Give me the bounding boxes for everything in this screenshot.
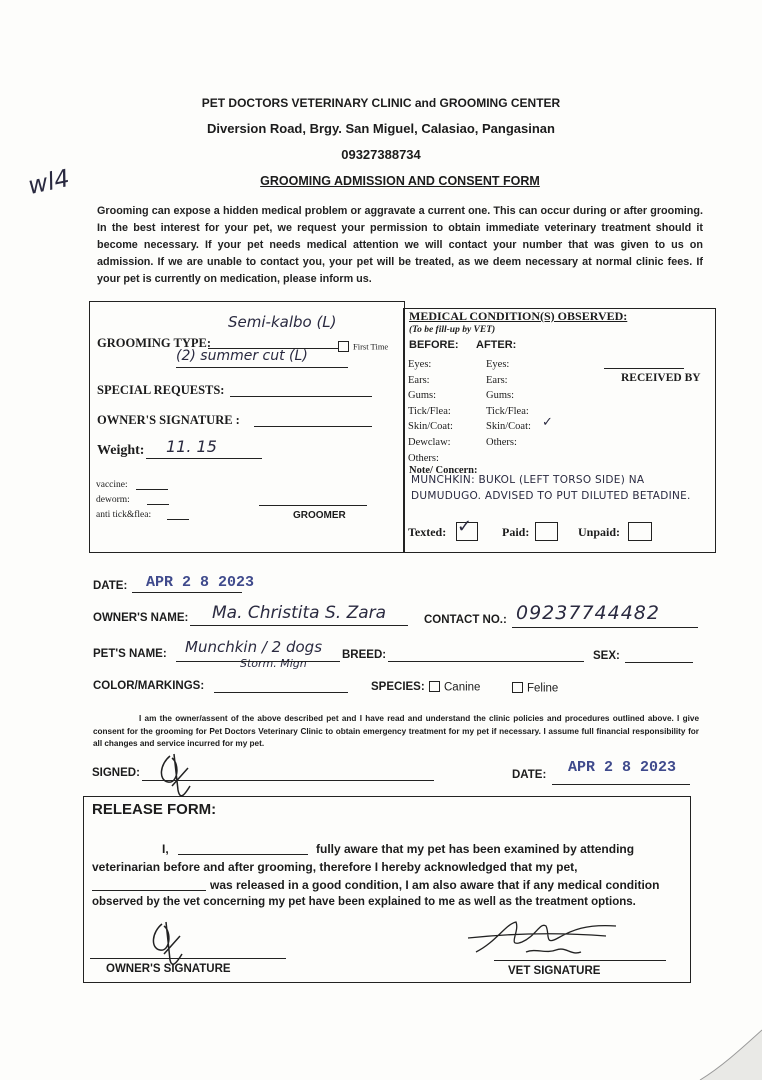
- signed-date-stamp: APR 2 8 2023: [568, 759, 677, 776]
- before-item-tickflea: Tick/Flea:: [408, 405, 451, 417]
- before-item-ears: Ears:: [408, 374, 430, 386]
- feline-checkbox[interactable]: [512, 682, 523, 693]
- release-i-label: I,: [162, 842, 169, 856]
- page-corner-curl: [680, 1020, 762, 1080]
- medical-subtitle: (To be fill-up by VET): [409, 325, 496, 335]
- owner-name-value: Ma. Christita S. Zara: [212, 603, 387, 623]
- date-stamp: APR 2 8 2023: [146, 574, 255, 591]
- note-line-2: DUMUDUGO. ADVISED TO PUT DILUTED BETADINE.: [411, 490, 691, 502]
- paid-checkbox[interactable]: [535, 522, 558, 541]
- signed-date-line: [552, 784, 690, 785]
- margin-note: wl4: [25, 163, 73, 201]
- received-by-line: [604, 368, 684, 369]
- breed-label: BREED:: [342, 649, 387, 661]
- after-item-gums: Gums:: [486, 390, 515, 402]
- sex-line[interactable]: [625, 662, 693, 663]
- canine-label: Canine: [444, 681, 481, 694]
- release-box-bottom: [83, 982, 691, 983]
- antitick-label: anti tick&flea:: [96, 510, 152, 520]
- color-label: COLOR/MARKINGS:: [93, 680, 205, 692]
- clinic-address: Diversion Road, Brgy. San Miguel, Calasiao, Pangasinan: [207, 121, 555, 136]
- vet-sig-line[interactable]: [494, 960, 666, 961]
- pet-name-line[interactable]: [176, 661, 340, 662]
- intro-paragraph: Grooming can expose a hidden medical problem or aggravate a current one. This can occur during or after grooming. In the best interest for your pet, we request your permission to obtain immediate veterinary treatment should it become necessary. If your pet needs medical attention we will contact your number that was given to us on admission. If we are unable to contact you, your pet will be treated, as we deem necessary at normal clinic fees. If your pet is currently on medication, please inform us.: [97, 205, 703, 285]
- note-label: Note/ Concern:: [409, 465, 478, 476]
- weight-value: 11. 15: [166, 437, 217, 456]
- vaccine-line: [136, 489, 168, 490]
- before-item-others: Others:: [408, 452, 439, 464]
- color-line[interactable]: [214, 692, 348, 693]
- first-time-label: First Time: [353, 341, 389, 352]
- received-by-label: RECEIVED BY: [621, 372, 701, 384]
- owner-name-label: OWNER'S NAME:: [93, 612, 189, 624]
- canine-checkbox[interactable]: [429, 681, 440, 692]
- antitick-line: [167, 519, 189, 520]
- clinic-name: PET DOCTORS VETERINARY CLINIC and GROOMING CENTER: [201, 96, 561, 110]
- vet-sig-label: VET SIGNATURE: [508, 965, 601, 977]
- before-item-dewclaw: Dewclaw:: [408, 436, 451, 448]
- skin-after-check-icon: ✓: [542, 415, 553, 430]
- pet-name-label: PET'S NAME:: [93, 648, 167, 660]
- before-item-skincoat: Skin/Coat:: [408, 421, 453, 433]
- before-item-eyes: Eyes:: [408, 359, 432, 370]
- signed-label: SIGNED:: [92, 767, 140, 779]
- after-item-skincoat: Skin/Coat:: [486, 421, 531, 433]
- special-requests-label: SPECIAL REQUESTS:: [97, 383, 225, 397]
- form-title: GROOMING ADMISSION AND CONSENT FORM: [260, 174, 540, 188]
- deworm-line: [147, 504, 169, 505]
- signed-date-label: DATE:: [512, 769, 547, 781]
- after-item-eyes: Eyes:: [486, 359, 510, 370]
- before-list: [408, 357, 453, 466]
- unpaid-label: Unpaid:: [578, 525, 621, 539]
- species-label: SPECIES:: [371, 681, 425, 693]
- weight-label: Weight:: [97, 443, 145, 458]
- feline-option[interactable]: [512, 682, 558, 695]
- after-item-others: Others:: [486, 436, 517, 448]
- special-requests-line[interactable]: [230, 396, 372, 397]
- owner-signature-line[interactable]: [254, 426, 372, 427]
- groomer-label: GROOMER: [293, 510, 346, 521]
- consent-paragraph: I am the owner/assent of the above described pet and I have read and understand the clinic policies and procedures outlined above. I give consent for the grooming for Pet Doctors Veterinary Clinic to obtain emergency treatment for my pet if necessary. I assume full financial responsibility for all changes and service incurred for my pet.: [93, 714, 699, 748]
- release-pet-line[interactable]: [92, 890, 206, 891]
- date-line: [132, 592, 242, 593]
- owner-sig-label: OWNER'S SIGNATURE: [106, 963, 231, 975]
- grooming-type-line-2: [176, 367, 348, 368]
- texted-check-icon: ✓: [457, 516, 473, 537]
- first-time-checkbox[interactable]: [338, 341, 349, 352]
- paid-label: Paid:: [502, 525, 530, 539]
- release-name-line[interactable]: [178, 854, 308, 855]
- owner-name-line[interactable]: [190, 625, 408, 626]
- canine-option[interactable]: [429, 681, 480, 694]
- first-time-option[interactable]: [338, 341, 388, 354]
- owner-sig-line[interactable]: [90, 958, 286, 959]
- release-text-4: observed by the vet concerning my pet have been explained to me as well as the treatment options.: [92, 896, 636, 908]
- grooming-type-label: GROOMING TYPE:: [97, 336, 212, 350]
- note-line-1: MUNCHKIN: BUKOL (LEFT TORSO SIDE) NA: [411, 474, 645, 486]
- vaccine-label: vaccine:: [96, 480, 128, 490]
- release-text-3: was released in a good condition, I am also aware that if any medical condition: [210, 878, 660, 892]
- after-item-tickflea: Tick/Flea:: [486, 405, 529, 417]
- grooming-type-value-1: Semi-kalbo (L): [228, 313, 337, 331]
- medical-title: MEDICAL CONDITION(S) OBSERVED:: [409, 309, 628, 323]
- weight-line: [146, 458, 262, 459]
- grooming-type-value-2: (2) summer cut (L): [176, 348, 308, 364]
- vet-signature-scribble: [456, 912, 626, 964]
- pet-name-value: Munchkin / 2 dogs: [185, 638, 323, 656]
- release-text-1: fully aware that my pet has been examined by attending: [316, 842, 635, 856]
- after-list: [486, 357, 531, 451]
- release-title: RELEASE FORM:: [92, 801, 217, 818]
- clinic-phone: 09327388734: [341, 147, 421, 162]
- contact-line[interactable]: [512, 627, 698, 628]
- contact-value: 09237744482: [516, 602, 660, 624]
- release-text-2: veterinarian before and after grooming, therefore I hereby acknowledged that my pet,: [92, 860, 578, 874]
- breed-line[interactable]: [388, 661, 584, 662]
- before-item-gums: Gums:: [408, 390, 437, 402]
- pet-name-value-2: Storm. Mign: [240, 657, 307, 670]
- after-item-ears: Ears:: [486, 374, 508, 386]
- sex-label: SEX:: [593, 650, 620, 662]
- contact-label: CONTACT NO.:: [424, 614, 507, 626]
- texted-label: Texted:: [408, 525, 447, 539]
- feline-label: Feline: [527, 682, 559, 695]
- deworm-label: deworm:: [96, 495, 130, 505]
- groomer-line: [259, 505, 367, 506]
- date-label: DATE:: [93, 580, 128, 592]
- after-label: AFTER:: [476, 339, 517, 351]
- unpaid-checkbox[interactable]: [628, 522, 652, 541]
- owner-signature-label: OWNER'S SIGNATURE :: [97, 413, 240, 427]
- before-label: BEFORE:: [409, 339, 459, 351]
